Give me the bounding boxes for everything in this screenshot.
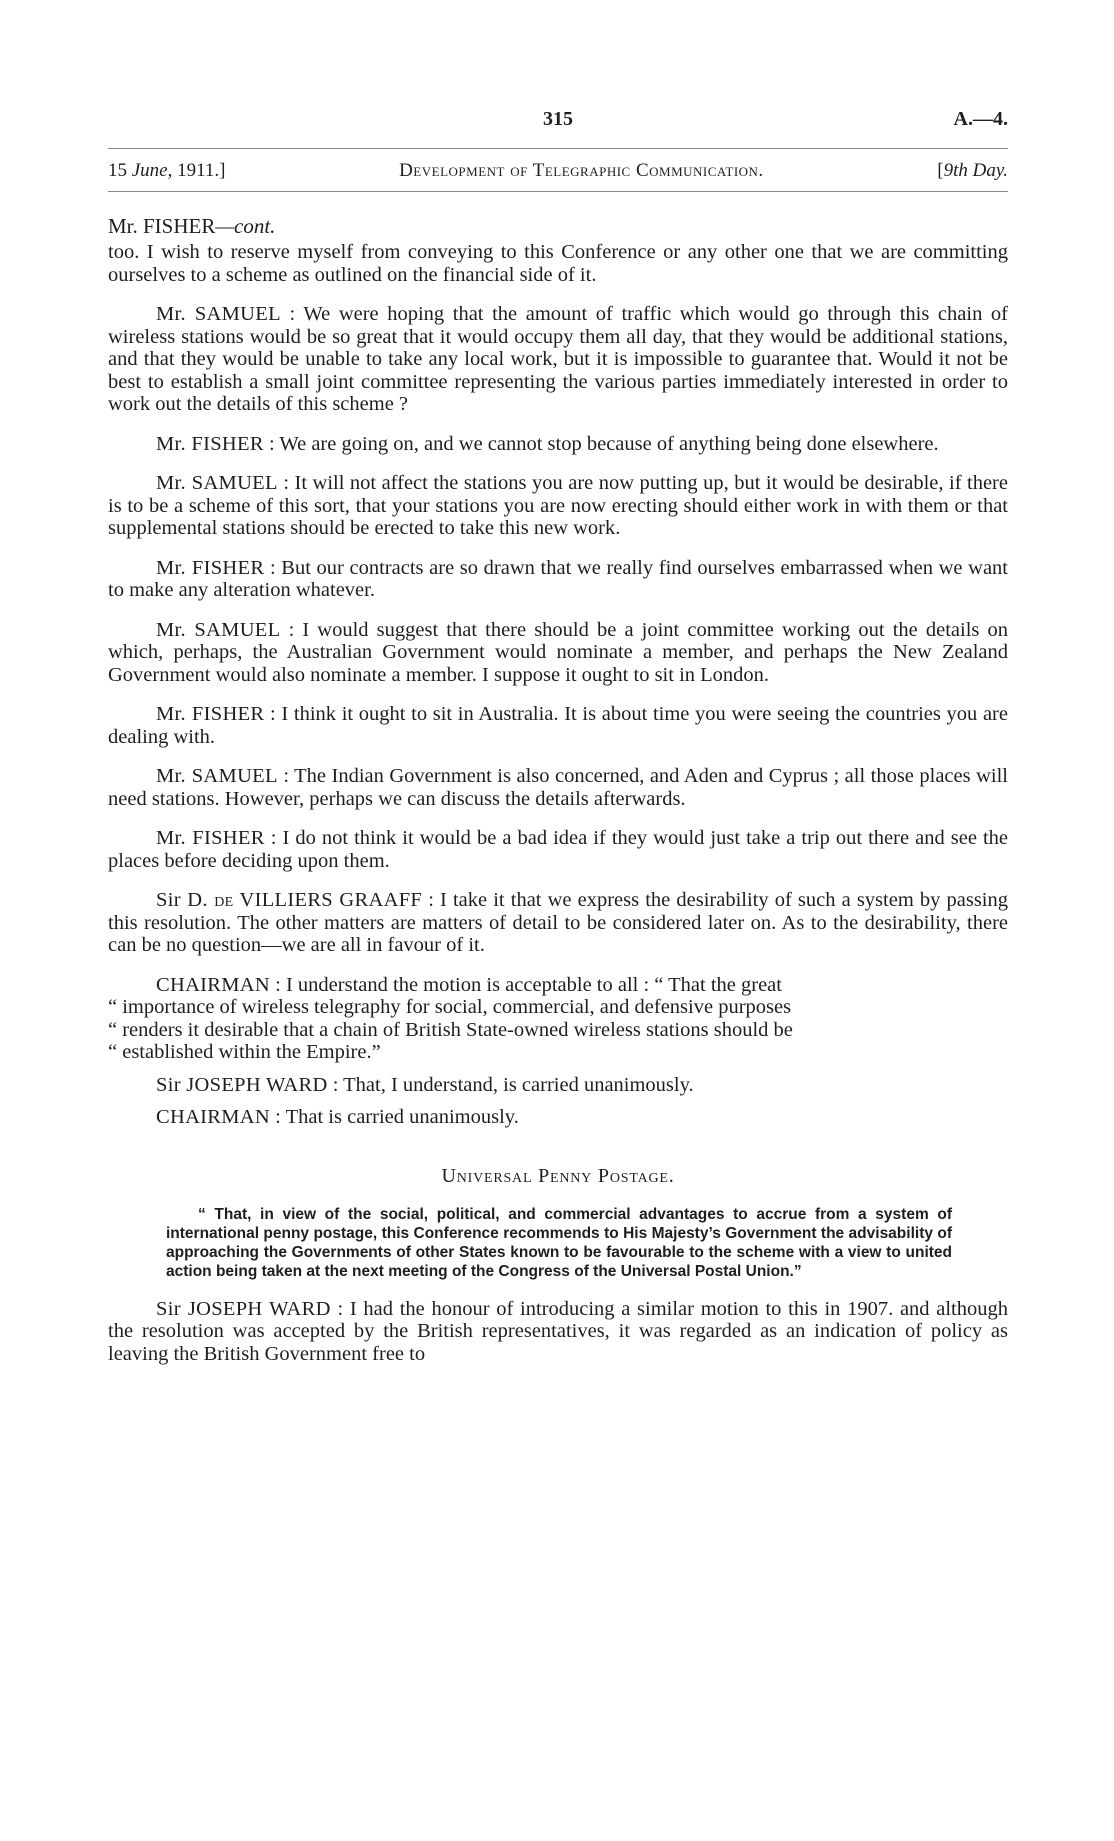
speech-paragraph: Mr. FISHER : We are going on, and we cannot stop because of anything being done elsewhere. — [156, 432, 939, 455]
speaker-name: Mr. FISHER — [156, 556, 265, 579]
bottom-rule — [108, 191, 1008, 192]
speech-paragraph: Mr. FISHER : I think it ought to sit in Australia. It is about time you were seeing the countries you are dealing with. — [108, 703, 1008, 748]
section-heading: Universal Penny Postage. — [441, 1164, 675, 1187]
running-head-day: [9th Day. — [937, 160, 1008, 181]
speaker-name: Mr. SAMUEL — [156, 303, 281, 325]
speaker-name: Mr. FISHER — [156, 432, 264, 455]
speech-paragraph: Mr. FISHER : But our contracts are so drawn that we really find ourselves embarrassed when we want to make any alteration whatever. — [108, 556, 1008, 601]
speaker-name: Mr. SAMUEL — [156, 472, 278, 494]
speech-paragraph: Mr. SAMUEL : It will not affect the stations you are now putting up, but it would be desirable, if there is to be a scheme of this sort, that your stations you are now erecting should either work in with them or that supplemental stations should be erected to take this new work. — [108, 472, 1008, 539]
speech-paragraph: Sir JOSEPH WARD : That, I understand, is carried unanimously. — [156, 1073, 694, 1096]
chairman-motion-paragraph: CHAIRMAN : I understand the motion is acceptable to all : “ That the great “ importance of wireless telegraphy for social, commercial, and defensive purposes “ renders it desirable that a chain of British State-owned wireless stations should be “ established within the Empire.” — [108, 973, 793, 1063]
speaker-name: CHAIRMAN — [156, 1106, 271, 1128]
speech-paragraph: too. I wish to reserve myself from conveying to this Conference or any other one that we are committing ourselves to a scheme as outlined on the financial side of it. — [108, 241, 1008, 286]
speaker-name: Mr. SAMUEL — [156, 765, 278, 787]
speaker-name: CHAIRMAN — [156, 973, 271, 996]
running-head — [108, 149, 1008, 191]
continued-speaker-heading: Mr. FISHER—cont. — [108, 214, 276, 238]
speech-paragraph: Mr. SAMUEL : I would suggest that there should be a joint committee working out the details on which, perhaps, the Australian Government would nominate a member, and perhaps the New Zealand Government would also nominate a member. I suppose it ought to sit in London. — [108, 618, 1008, 686]
speech-paragraph: Mr. SAMUEL : We were hoping that the amount of traffic which would go through this chain of wireless stations would be so great that it would occupy them all day, that they would be additional stations, and that they would be unable to take any local work, but it is impossible to guarantee that. Would it not be best to establish a small joint committee representing the various parties immediately interested in order to work out the details of this scheme ? — [108, 303, 1008, 415]
document-page — [108, 108, 1008, 1365]
running-head-date: 15 June, 1911.] — [108, 160, 226, 181]
speech-paragraph: Mr. FISHER : I do not think it would be a bad idea if they would just take a trip out there and see the places before deciding upon them. — [108, 827, 1008, 872]
speaker-name: Mr. FISHER — [156, 827, 265, 849]
speaker-name: Mr. FISHER — [156, 703, 265, 725]
speech-paragraph: Sir D. de VILLIERS GRAAFF : I take it that we express the desirability of such a system by passing this resolution. The other matters are matters of detail to be considered later on. As to the desirability, there can be no question—we are all in favour of it. — [108, 889, 1009, 956]
speech-paragraph: Mr. SAMUEL : The Indian Government is also concerned, and Aden and Cyprus ; all those places will need stations. However, perhaps we can discuss the details afterwards. — [108, 765, 1008, 810]
speaker-name: Mr. SAMUEL — [156, 618, 281, 641]
document-reference: A.—4. — [953, 108, 1008, 130]
resolution-text: “ That, in view of the social, political, and commercial advantages to accrue from a system of international penny postage, this Conference recommends to His Majesty’s Government the advisability of approaching the Governments of other States known to be favourable to the scheme with a view to united action being taken at the next meeting of the Congress of the Universal Postal Union.” — [166, 1205, 952, 1280]
speaker-name: Sir D. de VILLIERS GRAAFF — [156, 889, 423, 911]
page-header — [108, 108, 1008, 148]
speech-paragraph: Sir JOSEPH WARD : I had the honour of introducing a similar motion to this in 1907. and although the resolution was accepted by the British representatives, it was regarded as an indication of policy as leaving the British Government free to — [108, 1297, 1008, 1365]
speech-paragraph: CHAIRMAN : That is carried unanimously. — [156, 1106, 519, 1128]
page-number: 315 — [543, 108, 573, 130]
running-head-title: Development of Telegraphic Communication. — [399, 160, 764, 181]
speaker-name: Sir JOSEPH WARD — [156, 1297, 331, 1320]
speaker-name: Sir JOSEPH WARD — [156, 1073, 328, 1096]
